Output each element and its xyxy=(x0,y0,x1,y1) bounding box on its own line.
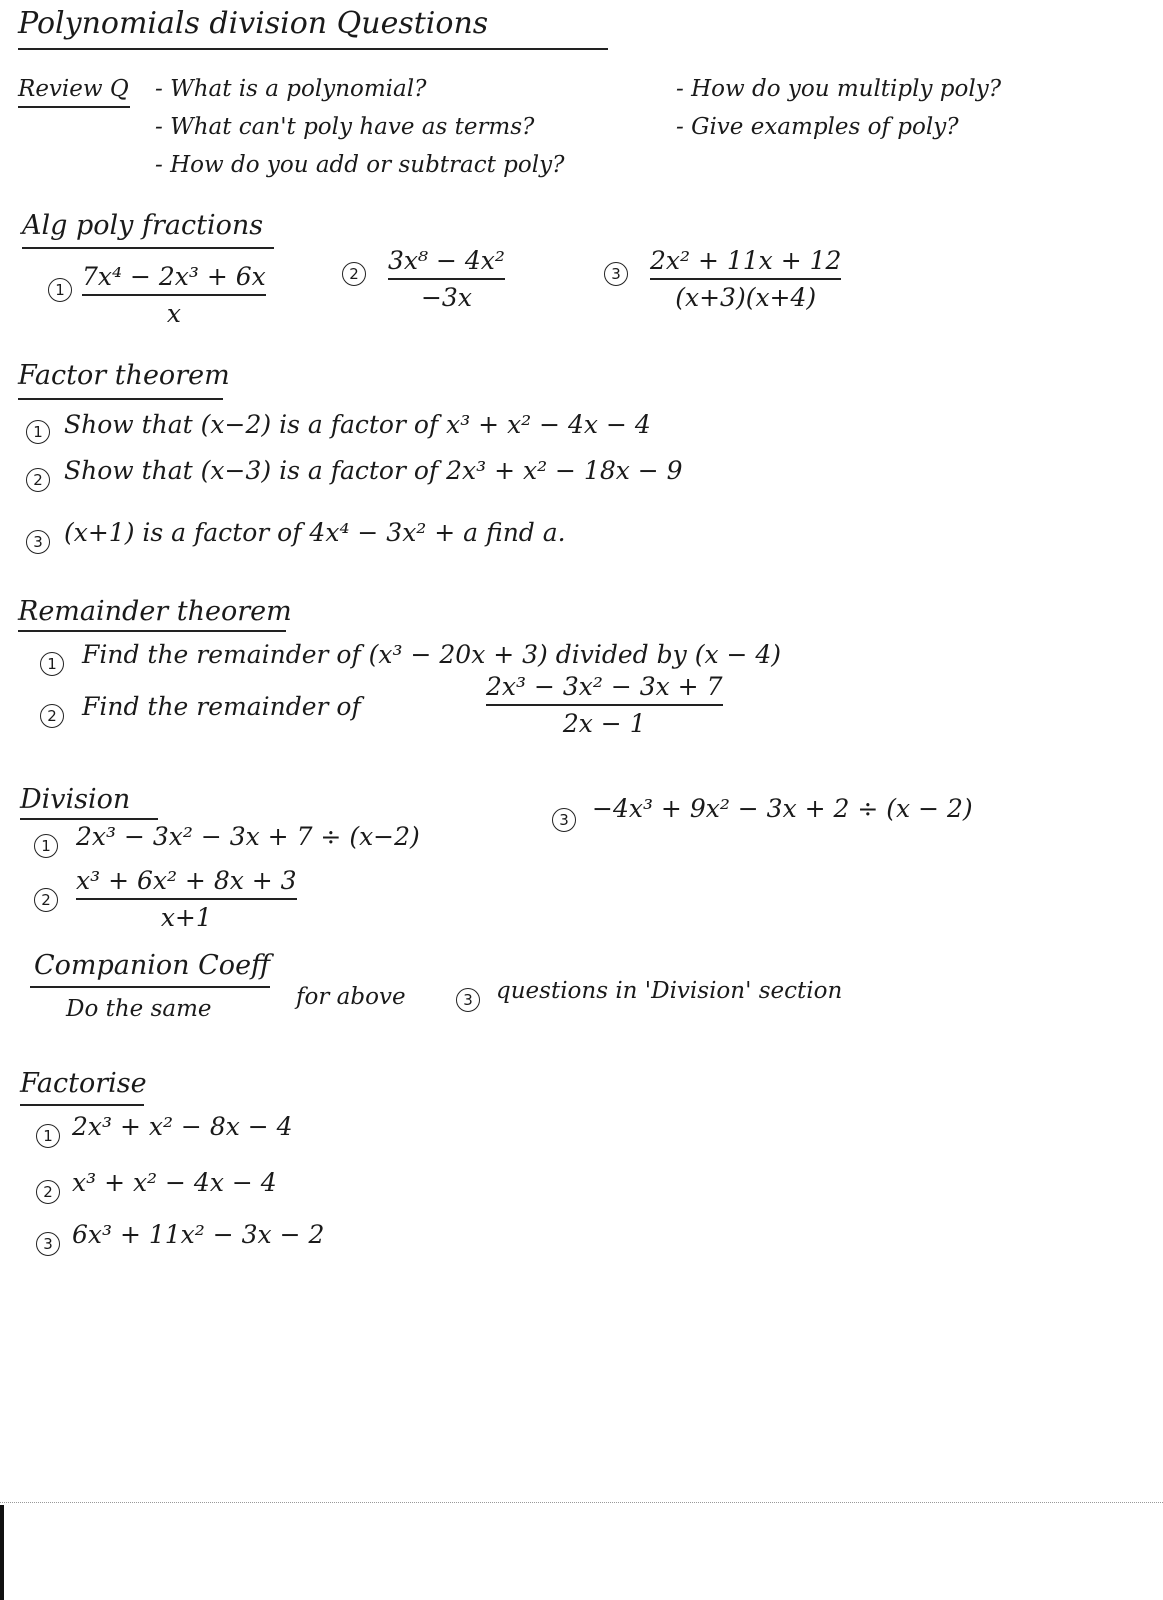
factorise-item-1-number: 1 xyxy=(36,1124,60,1148)
division-item-2-number: 2 xyxy=(34,888,58,912)
factor-item-1: Show that (x−2) is a factor of x³ + x² − 4x − 4 xyxy=(64,410,651,439)
fraction-bar xyxy=(76,898,297,900)
remainder-fraction-denominator: 2x − 1 xyxy=(562,709,646,738)
factorise-heading: Factorise xyxy=(20,1068,147,1099)
companion-text-c: questions in 'Division' section xyxy=(496,978,843,1004)
factorise-item-1: 2x³ + x² − 8x − 4 xyxy=(72,1112,293,1141)
factorise-underline xyxy=(20,1104,144,1106)
scan-edge-bar xyxy=(0,1505,4,1600)
division-underline xyxy=(20,818,158,820)
factorise-item-2-number: 2 xyxy=(36,1180,60,1204)
alg-fraction-2-numerator: 3x⁸ − 4x² xyxy=(388,246,505,275)
factor-item-2-number: 2 xyxy=(26,468,50,492)
remainder-fraction xyxy=(486,672,723,738)
factorise-item-3: 6x³ + 11x² − 3x − 2 xyxy=(72,1220,325,1249)
division-item-3: −4x³ + 9x² − 3x + 2 ÷ (x − 2) xyxy=(592,794,973,823)
alg-fraction-1-denominator: x xyxy=(166,299,181,328)
remainder-item-1-number: 1 xyxy=(40,652,64,676)
remainder-theorem-underline xyxy=(18,630,286,632)
alg-fraction-2-denominator: −3x xyxy=(420,283,472,312)
factor-item-3: (x+1) is a factor of 4x⁴ − 3x² + a find a. xyxy=(64,518,566,547)
page-title: Polynomials division Questions xyxy=(18,6,489,41)
remainder-item-2-number: 2 xyxy=(40,704,64,728)
factor-item-1-number: 1 xyxy=(26,420,50,444)
title-underline xyxy=(18,48,608,50)
companion-number: 3 xyxy=(456,988,480,1012)
factor-item-3-number: 3 xyxy=(26,530,50,554)
remainder-item-2-text: Find the remainder of xyxy=(82,692,361,721)
alg-fraction-3-denominator: (x+3)(x+4) xyxy=(675,283,817,312)
companion-text-b: for above xyxy=(296,984,406,1010)
review-underline xyxy=(18,106,130,108)
alg-fractions-heading: Alg poly fractions xyxy=(22,210,264,241)
review-question-5: - Give examples of poly? xyxy=(676,114,959,140)
division-item-1-number: 1 xyxy=(34,834,58,858)
division-fraction-2-numerator: x³ + 6x² + 8x + 3 xyxy=(76,866,297,895)
review-question-4: - How do you multiply poly? xyxy=(676,76,1002,102)
fraction-bar xyxy=(486,704,723,706)
division-fraction-2 xyxy=(76,866,297,932)
division-item-1: 2x³ − 3x² − 3x + 7 ÷ (x−2) xyxy=(76,822,420,851)
alg-fraction-3-numerator: 2x² + 11x + 12 xyxy=(650,246,842,275)
companion-text-a: Do the same xyxy=(66,996,212,1022)
companion-coeff-heading: Companion Coeff xyxy=(34,950,271,981)
alg-fractions-underline xyxy=(22,247,274,249)
factorise-item-2: x³ + x² − 4x − 4 xyxy=(72,1168,277,1197)
review-question-3: - How do you add or subtract poly? xyxy=(155,152,565,178)
factorise-item-3-number: 3 xyxy=(36,1232,60,1256)
division-heading: Division xyxy=(20,784,131,815)
fraction-bar xyxy=(388,278,505,280)
remainder-item-1: Find the remainder of (x³ − 20x + 3) divided by (x − 4) xyxy=(82,640,782,669)
remainder-fraction-numerator: 2x³ − 3x² − 3x + 7 xyxy=(486,672,723,701)
review-question-2: - What can't poly have as terms? xyxy=(155,114,535,140)
factor-item-2: Show that (x−3) is a factor of 2x³ + x² − 18x − 9 xyxy=(64,456,683,485)
alg-fraction-3 xyxy=(650,246,841,312)
division-item-3-number: 3 xyxy=(552,808,576,832)
fraction-bar xyxy=(82,294,266,296)
remainder-theorem-heading: Remainder theorem xyxy=(18,596,292,627)
review-question-1: - What is a polynomial? xyxy=(155,76,427,102)
alg-fraction-1-numerator: 7x⁴ − 2x³ + 6x xyxy=(82,262,266,291)
companion-coeff-underline xyxy=(30,986,270,988)
fraction-bar xyxy=(650,278,841,280)
page-edge-rule xyxy=(0,1502,1163,1503)
alg-item-3-number: 3 xyxy=(604,262,628,286)
alg-fraction-2 xyxy=(388,246,505,312)
alg-item-1-number: 1 xyxy=(48,278,72,302)
division-fraction-2-denominator: x+1 xyxy=(160,903,212,932)
factor-theorem-underline xyxy=(18,398,223,400)
alg-item-2-number: 2 xyxy=(342,262,366,286)
factor-theorem-heading: Factor theorem xyxy=(18,360,230,391)
review-label: Review Q xyxy=(18,76,129,102)
alg-fraction-1 xyxy=(82,262,266,328)
